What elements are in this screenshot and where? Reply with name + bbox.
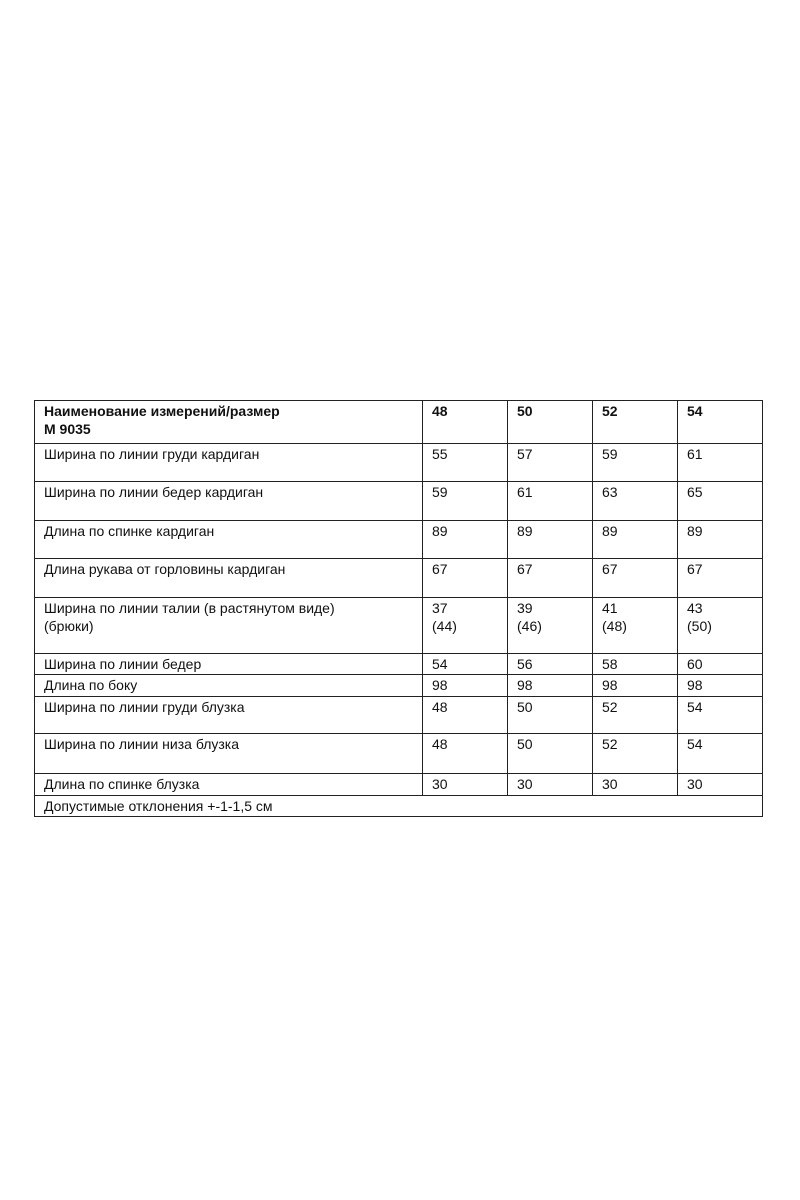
header-size-48: 48: [423, 401, 508, 444]
row-label: Длина по спинке блузка: [35, 774, 423, 796]
row-value: 98: [678, 675, 763, 697]
table-row: [35, 675, 763, 697]
row-label-line: Ширина по линии талии (в растянутом виде): [44, 600, 335, 616]
row-value: 30: [423, 774, 508, 796]
row-label: [35, 598, 423, 654]
row-value: 98: [593, 675, 678, 697]
row-value: [593, 598, 678, 654]
tolerance-note: Допустимые отклонения +-1-1,5 см: [35, 796, 763, 817]
row-value: 59: [593, 444, 678, 482]
header-title: Наименование измерений/размер: [44, 403, 280, 419]
row-value: 54: [423, 654, 508, 675]
row-value: [678, 598, 763, 654]
row-value: 48: [423, 697, 508, 734]
table-row: [35, 444, 763, 482]
table-row: [35, 774, 763, 796]
row-value-line: (50): [687, 618, 712, 634]
row-value: [423, 598, 508, 654]
table-row: [35, 734, 763, 774]
row-value: 60: [678, 654, 763, 675]
row-value: 52: [593, 697, 678, 734]
row-value: [508, 598, 593, 654]
row-value: 89: [678, 521, 763, 559]
row-label: Ширина по линии груди кардиган: [35, 444, 423, 482]
row-value: 67: [508, 559, 593, 598]
row-value: 59: [423, 482, 508, 521]
row-value-line: 43: [687, 600, 703, 616]
row-value: 67: [423, 559, 508, 598]
row-value: 67: [678, 559, 763, 598]
row-label: Длина рукава от горловины кардиган: [35, 559, 423, 598]
row-label: Ширина по линии груди блузка: [35, 697, 423, 734]
row-value: 48: [423, 734, 508, 774]
row-label: Ширина по линии бедер кардиган: [35, 482, 423, 521]
header-model: М 9035: [44, 421, 91, 437]
row-label: Ширина по линии бедер: [35, 654, 423, 675]
row-value: 57: [508, 444, 593, 482]
row-value: 56: [508, 654, 593, 675]
table-row: [35, 482, 763, 521]
row-value: 52: [593, 734, 678, 774]
header-size-52: 52: [593, 401, 678, 444]
table-row: [35, 559, 763, 598]
row-value: 50: [508, 697, 593, 734]
row-value: 61: [508, 482, 593, 521]
row-value: 65: [678, 482, 763, 521]
table-header-row: [35, 401, 763, 444]
header-size-54: 54: [678, 401, 763, 444]
row-value: 98: [423, 675, 508, 697]
row-value: 89: [593, 521, 678, 559]
header-size-50: 50: [508, 401, 593, 444]
table-row: [35, 697, 763, 734]
row-value-line: 41: [602, 600, 618, 616]
row-value: 89: [508, 521, 593, 559]
row-value-line: 37: [432, 600, 448, 616]
row-value: 61: [678, 444, 763, 482]
row-value: 30: [593, 774, 678, 796]
table-footer-row: [35, 796, 763, 817]
row-value: 54: [678, 734, 763, 774]
header-title-cell: [35, 401, 423, 444]
row-value: 55: [423, 444, 508, 482]
row-value-line: (48): [602, 618, 627, 634]
row-value: 50: [508, 734, 593, 774]
row-value: 98: [508, 675, 593, 697]
row-value: 58: [593, 654, 678, 675]
row-label: Ширина по линии низа блузка: [35, 734, 423, 774]
row-value: 30: [508, 774, 593, 796]
row-value: 89: [423, 521, 508, 559]
row-value-line: 39: [517, 600, 533, 616]
row-label-line: (брюки): [44, 618, 94, 634]
row-value-line: (46): [517, 618, 542, 634]
table-row: [35, 598, 763, 654]
row-value: 54: [678, 697, 763, 734]
row-value-line: (44): [432, 618, 457, 634]
row-value: 67: [593, 559, 678, 598]
row-label: Длина по боку: [35, 675, 423, 697]
row-value: 63: [593, 482, 678, 521]
row-value: 30: [678, 774, 763, 796]
table-row: [35, 521, 763, 559]
row-label: Длина по спинке кардиган: [35, 521, 423, 559]
table-row: [35, 654, 763, 675]
size-chart-table: [34, 400, 763, 817]
